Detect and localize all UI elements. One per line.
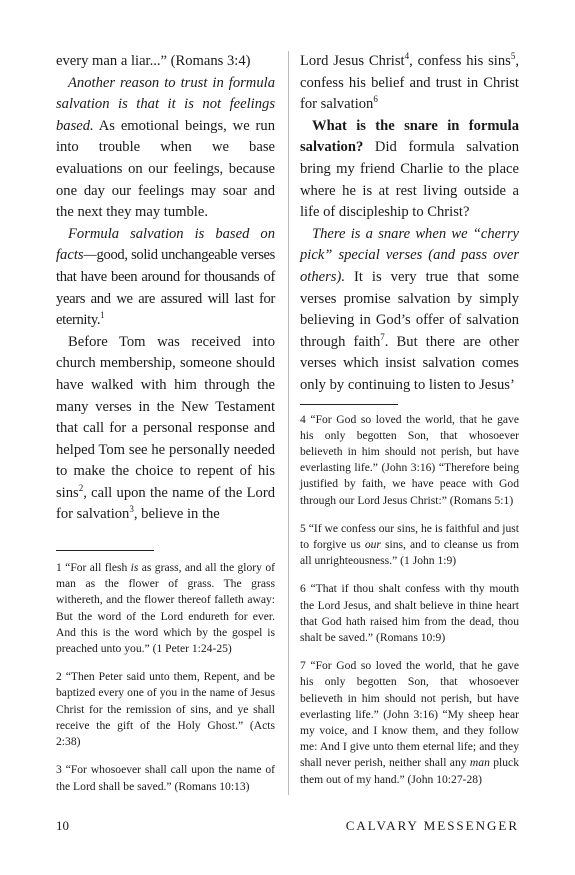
footnote-ref: 3 <box>129 504 134 515</box>
italic-lead: Formula salvation is based on facts— <box>56 225 275 264</box>
paragraph: There is a snare when we “cherry pick” special verses (and pass over others). It is very true that some verses promise salvation by simply believing in God’s offer of salvation through faith$^7$. But there are other verses which insist salvation comes only by continuing to listen to Jesus’ <box>300 225 520 393</box>
right-column <box>300 51 519 788</box>
footnote-ref: 1 <box>100 310 105 321</box>
footnote-3: 3 “For whosoever shall call upon the name of the Lord shall be saved.” (Romans 10:13) <box>56 763 275 793</box>
footnote-ref: 2 <box>78 483 84 494</box>
paragraph: Lord Jesus Christ$^4$, confess his sins$^5$, confess his belief and trust in Christ for salvation$^6$ <box>300 51 519 113</box>
bold-question: What is the snare in formula salvation? <box>300 117 519 156</box>
column-divider <box>288 51 289 795</box>
footnote-7: 7 “For God so loved the world, that he gave his only begotten Son, that whosoever believeth in him should not perish, but have everlasting life.” (John 3:16) “My sheep hear my voice, and I know them, and they follow me: And I give unto them eternal life; and they shall never perish, neither shall any man pluck them out of my hand.” (John 10:27-28) <box>300 659 519 786</box>
page-number: 10 <box>56 818 69 833</box>
paragraph: every man a liar...” (Romans 3:4) <box>56 53 251 69</box>
footnote-ref: 6 <box>373 94 378 105</box>
paragraph: Before Tom was received into church membership, someone should have walked with him through the many verses in the New Testament that call for a personal response and helped Tom see he personally needed to make the choice to repent of his sins$^2$, call upon the name of the Lord for salvation$^3$, believe in the <box>56 333 275 523</box>
paragraph: What is the snare in formula salvation? Did formula salvation bring my friend Charlie to the place where he is at rest living outside a life of discipleship to Christ? <box>300 117 519 221</box>
footnote-ref: 4 <box>404 51 410 62</box>
footnote-4: 4 “For God so loved the world, that he gave his only begotten Son, that whosoever believeth in him should not perish, but have everlasting life.” (John 3:16) “Therefore being justified by faith, we have peace with God through our Lord Jesus Christ:” (Romans 5:1) <box>300 412 519 507</box>
publication-title: CALVARY MESSENGER <box>345 818 519 833</box>
footnote-2: 2 “Then Peter said unto them, Repent, and be baptized every one of you in the name of Jesus Christ for the remission of sins, and ye shall receive the gift of the Holy Ghost.” (Acts 2:38) <box>56 670 275 749</box>
footnote-1: 1 “For all flesh is as grass, and all the glory of man as the flower of grass. The grass withereth, and the flower thereof falleth away: But the word of the Lord endureth for ever. And this is the word which by the gospel is preached unto you.” (1 Peter 1:24-25) <box>56 561 275 656</box>
footnote-ref: 5 <box>510 51 516 62</box>
footnote-6: 6 “That if thou shalt confess with thy mouth the Lord Jesus, and shalt believe in thine heart that God hath raised him from the dead, thou shalt be saved.” (Romans 10:9) <box>300 582 519 644</box>
footnote-5: 5 “If we confess our sins, he is faithful and just to forgive us our sins, and to cleanse us from all unrighteousness.” (1 John 1:9) <box>300 521 519 568</box>
paragraph: Formula salvation is based on facts—good, solid unchangeable verses that have been around for thousands of years and we are assured will last for eternity.$^1$ <box>56 225 275 329</box>
paragraph: Another reason to trust in formula salvation is that it is not feelings based. As emotional beings, we run into trouble when we base evaluations on our feelings, because one day our feelings may soar and the next they may tumble. <box>56 74 275 221</box>
italic-lead: There is a snare when we “cherry pick” special verses (and pass over others). <box>300 225 519 285</box>
italic-lead: Another reason to trust in formula salvation is that it is not feelings based. <box>56 74 275 134</box>
left-column <box>56 51 275 795</box>
footnote-ref: 7 <box>380 331 385 342</box>
